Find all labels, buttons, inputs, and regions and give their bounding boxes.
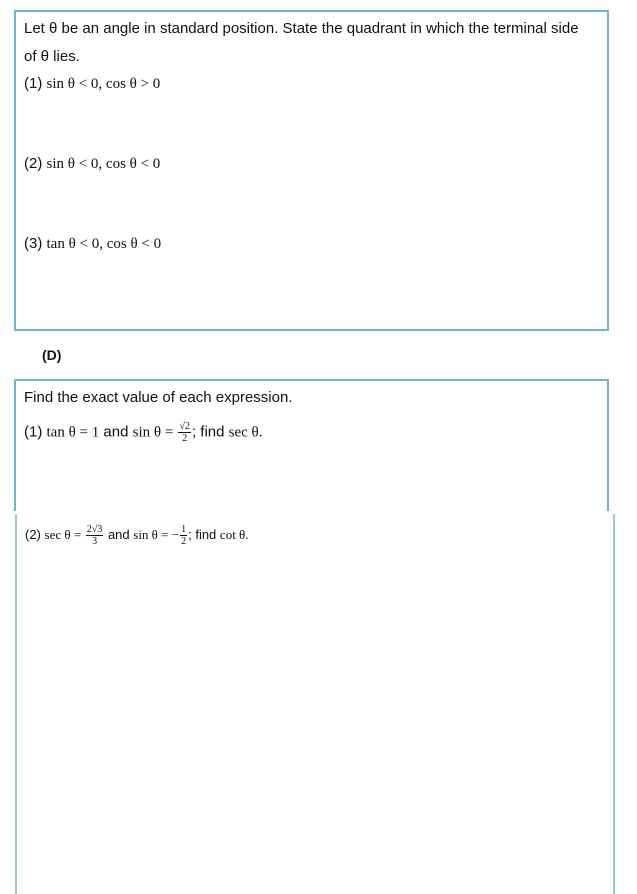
- question-1: [24, 421, 263, 444]
- question-3: [24, 234, 161, 254]
- target-expression: sec θ.: [228, 424, 263, 441]
- given-tan: tan θ = 1: [46, 424, 100, 441]
- and-text: and: [107, 526, 130, 542]
- question-number: (3): [24, 235, 43, 252]
- given-sin: sin θ = −: [133, 526, 180, 542]
- separator: ;: [191, 423, 197, 441]
- question-number: (1): [24, 75, 43, 92]
- intro-line: Find the exact value of each expression.: [24, 389, 293, 406]
- fraction: [180, 524, 187, 547]
- quadrant-question-box: [14, 10, 609, 331]
- question-number: (1): [24, 423, 43, 441]
- fraction-denominator: 2: [182, 433, 188, 444]
- fraction-denominator: 2: [181, 536, 187, 547]
- fraction: [86, 524, 104, 547]
- intro-line-2: of θ lies.: [24, 48, 80, 65]
- question-2: [25, 524, 249, 547]
- fraction-denominator: 3: [92, 536, 98, 547]
- target-expression: cot θ.: [219, 526, 249, 542]
- separator: ;: [188, 526, 192, 542]
- and-text: and: [103, 423, 129, 441]
- question-number: (2): [25, 526, 41, 542]
- question-expression: sin θ < 0, cos θ > 0: [46, 76, 161, 92]
- exact-value-box-continued: [15, 514, 615, 894]
- question-1: [24, 74, 160, 94]
- section-label: (D): [42, 347, 62, 363]
- question-number: (2): [24, 155, 43, 172]
- intro-line-1: Let θ be an angle in standard position. State the quadrant in which the terminal side: [24, 20, 579, 37]
- question-expression: sin θ < 0, cos θ < 0: [46, 156, 161, 172]
- question-2: [24, 154, 160, 174]
- given-sec: sec θ =: [44, 526, 82, 542]
- fraction: [178, 421, 191, 444]
- exact-value-box: [14, 379, 609, 511]
- fraction-numerator: 1: [181, 524, 187, 535]
- given-sin: sin θ =: [132, 424, 174, 441]
- find-text: find: [200, 423, 225, 441]
- find-text: find: [195, 526, 217, 542]
- question-expression: tan θ < 0, cos θ < 0: [46, 236, 162, 252]
- fraction-numerator: 2√3: [86, 524, 103, 535]
- fraction-numerator: √2: [179, 421, 190, 432]
